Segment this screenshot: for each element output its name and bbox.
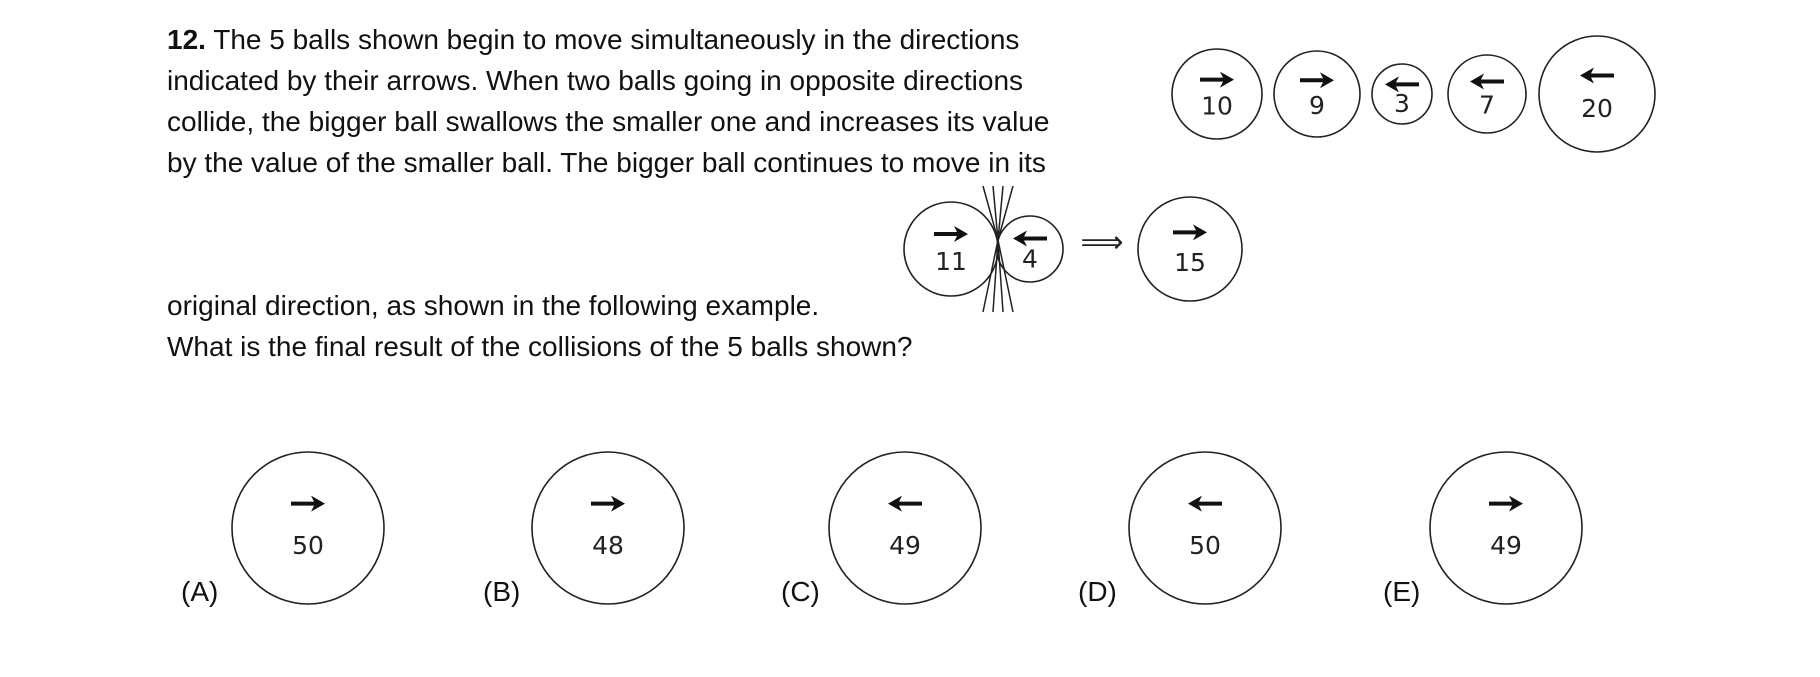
ball-circle xyxy=(532,452,684,604)
ball-value: 10 xyxy=(1201,91,1233,121)
problem-line-2: indicated by their arrows. When two balls going in opposite directions xyxy=(167,65,1024,96)
ball-1 xyxy=(1172,49,1262,139)
problem-number: 12. xyxy=(167,24,206,55)
example-ball-left xyxy=(904,202,998,296)
problem-line-6: What is the final result of the collisions of the 5 balls shown? xyxy=(167,331,913,362)
option-a-label[interactable]: (A) xyxy=(181,576,219,607)
problem-line-5: original direction, as shown in the following example. xyxy=(167,290,820,321)
ball-value: 50 xyxy=(292,531,324,561)
ball-value: 9 xyxy=(1309,91,1325,121)
problem-line-4: by the value of the smaller ball. The bigger ball continues to move in its xyxy=(167,147,1046,178)
ball-value: 50 xyxy=(1189,531,1221,561)
ball-5 xyxy=(1539,36,1655,152)
ball-circle xyxy=(1129,452,1281,604)
ball-circle xyxy=(232,452,384,604)
arrow-left-icon xyxy=(1580,67,1614,83)
ball-value: 49 xyxy=(889,531,921,561)
arrow-right-icon xyxy=(1200,72,1234,88)
problem-line-3: collide, the bigger ball swallows the smaller one and increases its value xyxy=(167,106,1050,137)
ball-value: 7 xyxy=(1479,90,1495,120)
arrow-left-icon xyxy=(1188,496,1222,512)
arrow-right-icon xyxy=(591,496,625,512)
ball-value: 20 xyxy=(1581,93,1613,123)
option-a-ball xyxy=(232,452,384,604)
ball-value: 3 xyxy=(1394,88,1410,118)
ball-value: 49 xyxy=(1490,531,1522,561)
example-ball-result xyxy=(1138,197,1242,301)
arrow-right-icon xyxy=(291,496,325,512)
arrow-right-icon xyxy=(1489,496,1523,512)
option-b-label[interactable]: (B) xyxy=(483,576,521,607)
arrow-right-icon xyxy=(934,226,968,242)
ball-3 xyxy=(1372,64,1432,124)
option-d-ball xyxy=(1129,452,1281,604)
ball-2 xyxy=(1274,51,1360,137)
arrow-left-icon xyxy=(1470,74,1504,90)
ball-value: 4 xyxy=(1022,244,1038,274)
arrow-right-icon xyxy=(1173,224,1207,240)
problem-text: The 5 balls shown begin to move simultaneously in the directions xyxy=(213,24,1020,55)
arrow-right-icon xyxy=(1300,72,1334,88)
ball-circle xyxy=(1430,452,1582,604)
ball-value: 15 xyxy=(1174,247,1206,277)
option-c-ball xyxy=(829,452,981,604)
example-ball-right xyxy=(997,216,1063,282)
arrow-left-icon xyxy=(888,496,922,512)
ball-value: 48 xyxy=(592,531,624,561)
ball-value: 11 xyxy=(935,246,967,276)
ball-circle xyxy=(829,452,981,604)
ball-4 xyxy=(1448,55,1526,133)
option-e-label[interactable]: (E) xyxy=(1383,576,1421,607)
option-c-label[interactable]: (C) xyxy=(781,576,820,607)
option-b-ball xyxy=(532,452,684,604)
option-e-ball xyxy=(1430,452,1582,604)
option-d-label[interactable]: (D) xyxy=(1078,576,1117,607)
implies-arrow-icon: ⟹ xyxy=(1080,225,1124,260)
